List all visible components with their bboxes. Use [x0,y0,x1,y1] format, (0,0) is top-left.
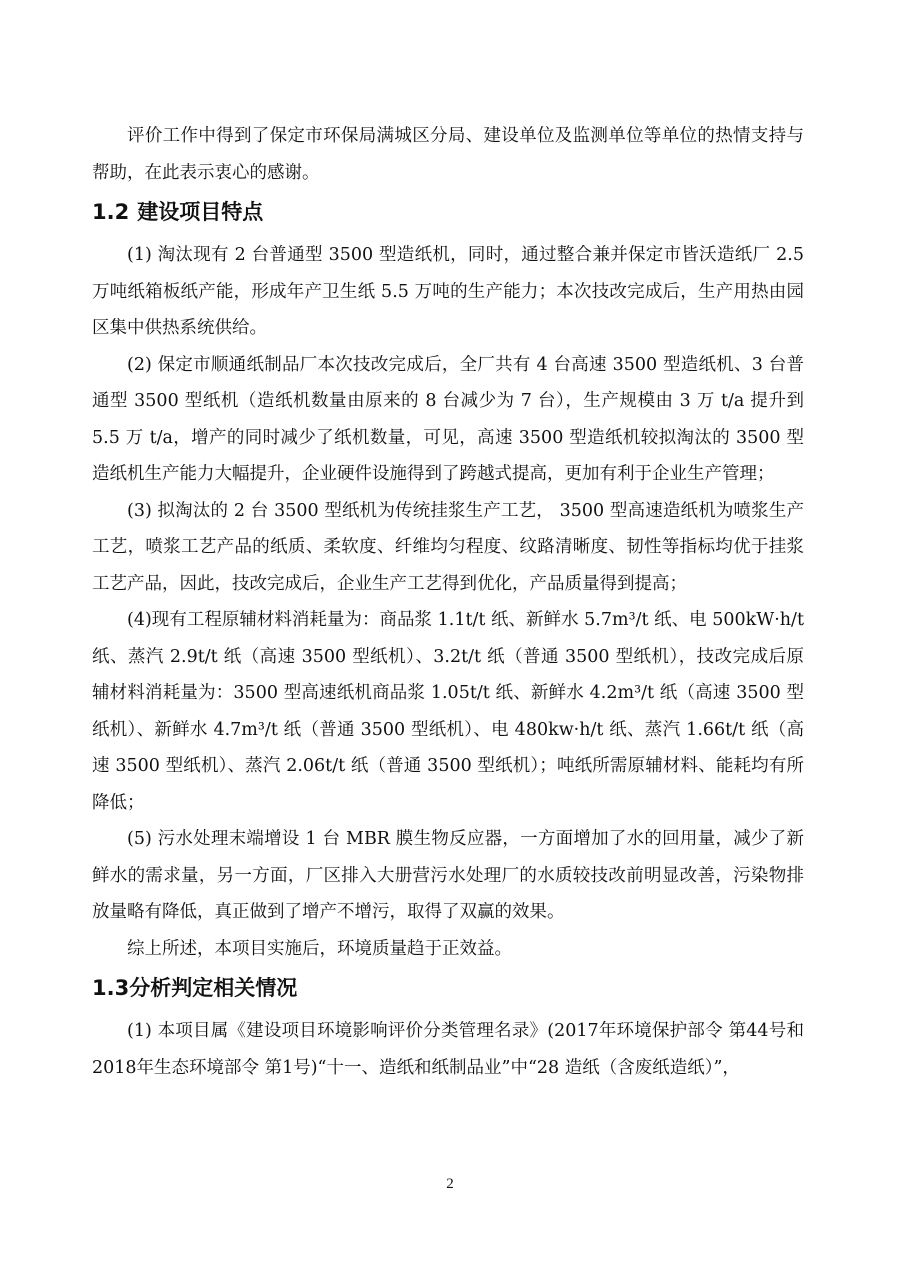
section-number: 1.3 [92,976,130,1000]
section-title: 建设项目特点 [137,200,264,224]
paragraph-item-5: (5) 污水处理末端增设 1 台 MBR 膜生物反应器，一方面增加了水的回用量，减少了新鲜水的需求量，另一方面，厂区排入大册营污水处理厂的水质较技改前明显改善，污染物排放量略有降低，真正做到了增产不增污，取得了双赢的效果。 [92,829,804,922]
paragraph-summary: 综上所述，本项目实施后，环境质量趋于正效益。 [127,938,512,959]
section-title: 分析判定相关情况 [129,976,298,1000]
page-number: 2 [446,1176,454,1192]
paragraph-analysis-1: (1) 本项目属《建设项目环境影响评价分类管理名录》(2017年环境保护部令 第44号和2018年生态环境部令 第1号)“十一、造纸和纸制品业”中“28 造纸（含废纸造纸）”， [92,1021,804,1078]
paragraph-item-1: (1) 淘汰现有 2 台普通型 3500 型造纸机，同时，通过整合兼并保定市皆沃造纸厂 2.5 万吨纸箱板纸产能，形成年产卫生纸 5.5 万吨的生产能力；本次技改完成后，生产用热由园区集中供热系统供给。 [92,245,804,338]
paragraph-acknowledgement: 评价工作中得到了保定市环保局满城区分局、建设单位及监测单位等单位的热情支持与帮助，在此表示衷心的感谢。 [92,126,804,183]
section-heading-1-2 [92,197,804,227]
section-number: 1.2 [92,200,130,224]
paragraph-item-3: (3) 拟淘汰的 2 台 3500 型纸机为传统挂浆生产工艺， 3500 型高速造纸机为喷浆生产工艺，喷浆工艺产品的纸质、柔软度、纤维均匀程度、纹路清晰度、韧性等指标均优于挂浆工艺产品，因此，技改完成后，企业生产工艺得到优化，产品质量得到提高； [92,500,804,594]
paragraph-item-2: (2) 保定市顺通纸制品厂本次技改完成后，全厂共有 4 台高速 3500 型造纸机、3 台普通型 3500 型纸机（造纸机数量由原来的 8 台减少为 7 台），生产规模由 3 万 t/a 提升到 5.5 万 t/a，增产的同时减少了纸机数量，可见，高速 3500 型造纸机较拟淘汰的 3500 型造纸机生产能力大幅提升，企业硬件设施得到了跨越式提高，更加有利于企业生产管理； [92,354,804,484]
section-heading-1-3 [92,973,804,1003]
page-content [92,118,804,1086]
paragraph-item-4: (4)现有工程原辅材料消耗量为：商品浆 1.1t/t 纸、新鲜水 5.7m³/t 纸、电 500kW·h/t 纸、蒸汽 2.9t/t 纸（高速 3500 型纸机）、3.2t/t 纸（普通 3500 型纸机），技改完成后原辅材料消耗量为：3500 型高速纸机商品浆 1.05t/t 纸、新鲜水 4.2m³/t 纸（高速 3500 型纸机）、新鲜水 4.7m³/t 纸（普通 3500 型纸机）、电 480kw·h/t 纸、蒸汽 1.66t/t 纸（高速 3500 型纸机）、蒸汽 2.06t/t 纸（普通 3500 型纸机）；吨纸所需原辅材料、能耗均有所降低； [92,610,804,813]
